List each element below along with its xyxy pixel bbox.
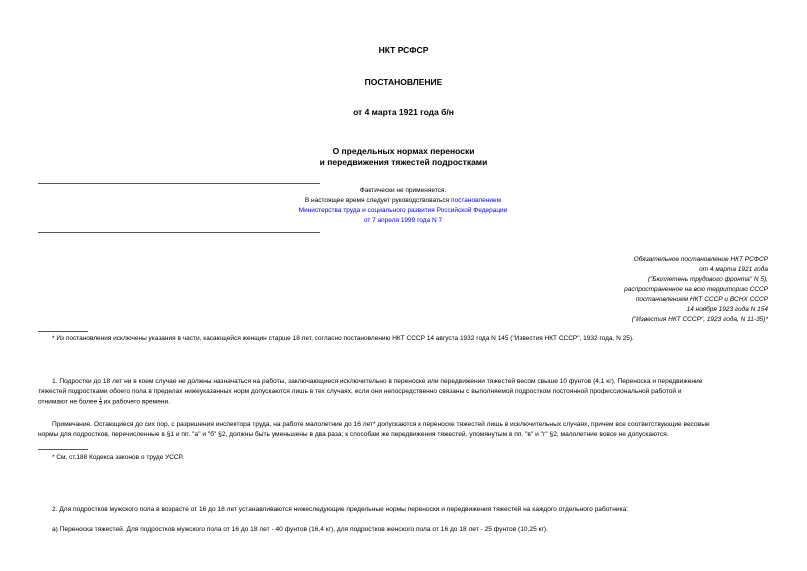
status-note-prefix: В настоящее время следует руководствоваться xyxy=(304,197,451,204)
paragraph-1-line-1: 1. Подростки до 18 лет ни в коем случае не должны назначаться на работы, заключающиеся исключительно в переноске или передвижении тяжестей весом свыше 10 фунтов (4,1 кг). Переноска и передвижение xyxy=(52,378,703,385)
status-note xyxy=(230,186,576,226)
publication-line-6: 14 ноября 1923 года N 154 xyxy=(686,306,768,313)
publication-line-4: распространенное на всю территорию СССР xyxy=(624,286,768,293)
paragraph-1 xyxy=(38,377,770,407)
divider-bottom xyxy=(38,232,320,233)
fraction-denominator: 3 xyxy=(99,401,102,406)
document-type: ПОСТАНОВЛЕНИЕ xyxy=(364,77,443,87)
document-title-line-2: и передвижения тяжестей подростками xyxy=(319,157,488,167)
document-title-line-1: О предельных нормах переноски xyxy=(332,146,475,156)
divider-top xyxy=(38,183,320,184)
status-note-link-1[interactable]: постановлением xyxy=(450,197,502,204)
paragraph-2: 2. Для подростков мужского пола в возрасте от 16 до 18 лет устанавливаются нижеследующие предельные нормы переноски и передвижения тяжестей на каждого отдельного работника: xyxy=(52,506,629,513)
fraction-numerator: 1 xyxy=(99,396,102,401)
footnote-1: * Из постановления исключены указания в части, касающейся женщин старше 18 лет, согласно постановлению НКТ СССР 14 августа 1932 года N 145 ("Известия НКТ СССР", 1932 года, N 25). xyxy=(52,335,634,342)
paragraph-1-line-2: тяжестей подростками обоего пола в пределах нижеуказанных норм допускаются лишь в тех случаях, если они непосредственно связаны с выполняемой подростком постоянной профессиональной работой и xyxy=(38,388,682,395)
status-note-line-1: Фактически не применяется. xyxy=(359,187,447,194)
publication-line-2: от 4 марта 1921 года xyxy=(699,266,768,273)
status-note-line-2 xyxy=(230,196,576,206)
publication-line-7: ("Известия НКТ СССР", 1923 года, N 11-35)* xyxy=(631,316,768,323)
publication-info xyxy=(420,255,768,325)
footnote-rule-1 xyxy=(38,331,88,332)
paragraph-2a: а) Переноска тяжестей. Для подростков мужского пола от 16 до 18 лет - 40 фунтов (16,4 кг), для подростков женского пола от 16 до 18 лет - 25 фунтов (10,25 кг). xyxy=(52,526,548,533)
paragraph-1-line-3 xyxy=(38,397,770,407)
issuer: НКТ РСФСР xyxy=(378,45,429,55)
note xyxy=(38,420,770,440)
paragraph-1-line-3-pre: отнимают не более xyxy=(38,398,100,406)
footnote-2: * См. ст.188 Кодекса законов о труде УССР. xyxy=(52,454,184,461)
status-note-link-2[interactable]: Министерства труда и социального развития Российской Федерации xyxy=(298,207,508,214)
status-note-link-3[interactable]: от 7 апреля 1999 года N 7 xyxy=(363,217,443,224)
note-line-2: нормы для подростков, перечисленные в §1 и пп. "а" и "б" §2, должны быть уменьшены в два раза; к способам же передвижения тяжестей, упомянутым в пп. "в" и "г" §2, малолетние вовсе не допускаются. xyxy=(38,431,669,438)
note-line-1: Примечание. Остающиеся до сих пор, с разрешения инспектора труда, на работе малолетние до 16 лет* допускаются к переноске тяжестей лишь в исключительных случаях, причем все соответствующие весовые xyxy=(52,421,710,428)
publication-line-5: постановлением НКТ СССР и ВСНХ СССР xyxy=(635,296,768,303)
document-date: от 4 марта 1921 года б/н xyxy=(353,107,454,117)
paragraph-1-line-3-post: их рабочего времени. xyxy=(101,398,171,406)
footnote-rule-2 xyxy=(38,449,88,450)
publication-line-3: ("Бюллетень трудового фронта" N 5), xyxy=(647,276,768,283)
publication-line-1: Обязательное постановление НКТ РСФСР xyxy=(633,256,768,263)
